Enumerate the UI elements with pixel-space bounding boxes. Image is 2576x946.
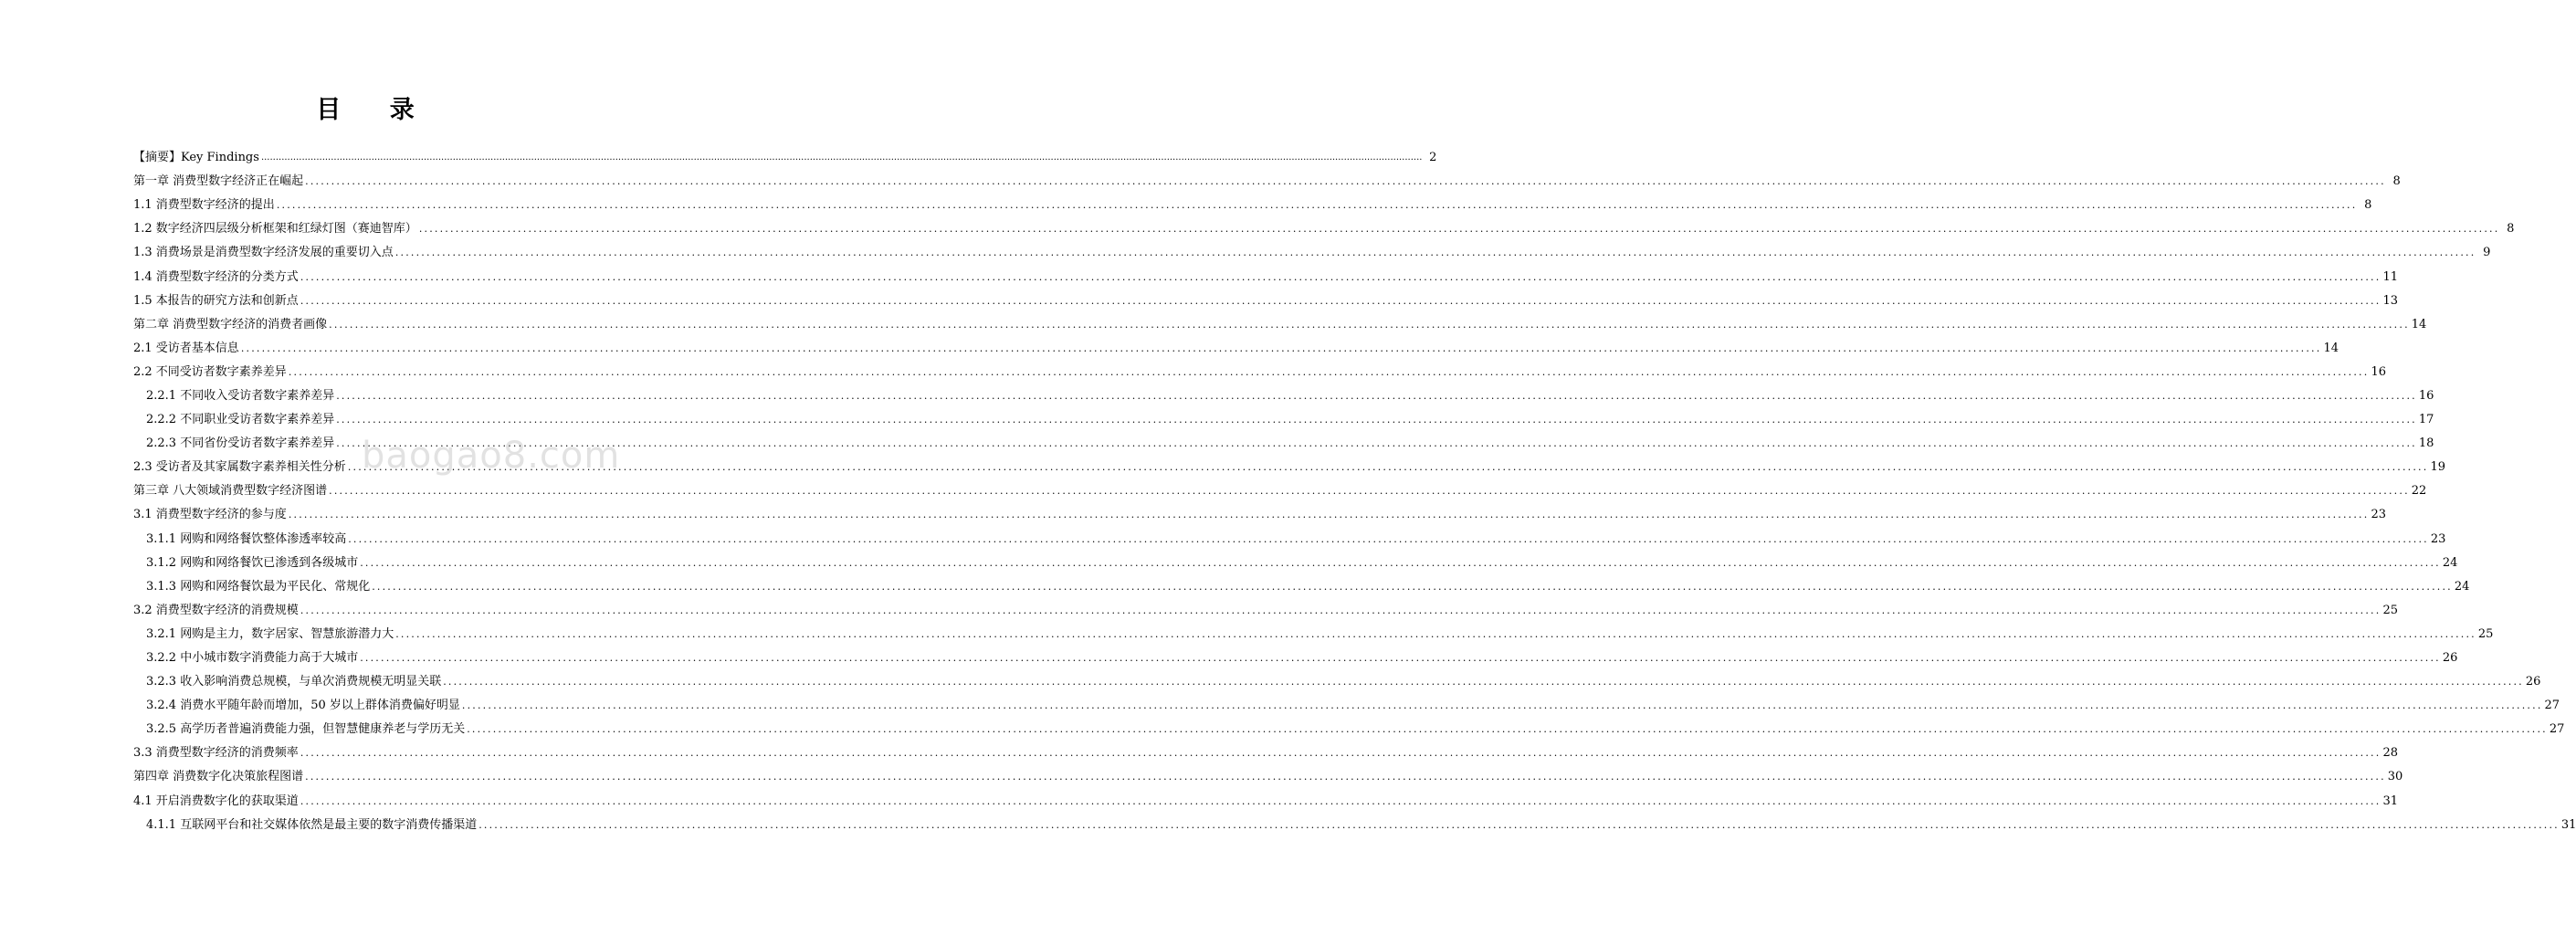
toc-entry-label: 3.2.3 收入影响消费总规模，与单次消费规模无明显关联: [146, 675, 442, 689]
toc-entry[interactable]: [133, 170, 2401, 194]
toc-entry-label: 第四章 消费数字化决策旅程图谱: [133, 770, 304, 784]
toc-entry-page: 2: [1429, 151, 1437, 165]
dot-leader: ................................................................................................................................................................................................................................................................................................................................................................................................................: [467, 723, 2548, 736]
toc-entry[interactable]: [133, 217, 2515, 241]
toc-entry-label: 3.1 消费型数字经济的参与度: [133, 508, 287, 522]
toc-entry-page: 16: [2371, 364, 2386, 379]
toc-entry-page: 14: [2323, 341, 2339, 355]
dot-leader: ................................................................................................................................................................................................................................................................................................................................................................................................................: [288, 365, 2370, 378]
toc-entry-page: 22: [2411, 484, 2427, 499]
toc-entry-label: 1.5 本报告的研究方法和创新点: [133, 293, 299, 308]
toc-entry-page: 14: [2411, 317, 2427, 331]
toc-entry-page: 30: [2387, 770, 2403, 784]
toc-entry-page: 26: [2525, 675, 2541, 689]
toc-entry-page: 8: [2364, 198, 2372, 213]
toc-entry-label: 1.2 数字经济四层级分析框架和红绿灯图（赛迪智库）: [133, 222, 417, 236]
toc-entry-page: 19: [2430, 460, 2445, 475]
toc-entry-page: 31: [2560, 817, 2576, 832]
dot-leader: ................................................................................................................................................................................................................................................................................................................................................................................................................: [443, 676, 2524, 688]
toc-title: 目 录: [316, 96, 435, 124]
toc-entry[interactable]: [133, 384, 2434, 408]
table-of-contents: [133, 146, 2576, 837]
toc-entry[interactable]: [133, 694, 2560, 718]
dot-leader: ................................................................................................................................................................................................................................................................................................................................................................................................................: [300, 270, 2381, 283]
dot-leader: ................................................................................................................................................................................................................................................................................................................................................................................................................: [260, 152, 1423, 163]
dot-leader: ................................................................................................................................................................................................................................................................................................................................................................................................................: [300, 794, 2381, 807]
toc-entry-label: 2.2 不同受访者数字素养差异: [133, 364, 287, 379]
toc-entry[interactable]: [133, 552, 2458, 575]
toc-entry[interactable]: [133, 528, 2446, 552]
toc-entry-label: 1.3 消费场景是消费型数字经济发展的重要切入点: [133, 246, 394, 260]
toc-entry-label: 第二章 消费型数字经济的消费者画像: [133, 317, 328, 331]
toc-entry-page: 28: [2382, 746, 2398, 761]
dot-leader: ................................................................................................................................................................................................................................................................................................................................................................................................................: [418, 223, 2500, 236]
toc-entry-label: 4.1 开启消费数字化的获取渠道: [133, 794, 299, 808]
toc-entry[interactable]: [133, 814, 2576, 837]
toc-entry-page: 13: [2382, 293, 2398, 308]
toc-entry-label: 3.1.2 网购和网络餐饮已渗透到各级城市: [146, 555, 359, 570]
dot-leader: ................................................................................................................................................................................................................................................................................................................................................................................................................: [300, 604, 2381, 616]
toc-entry-label: 2.1 受访者基本信息: [133, 341, 239, 355]
toc-entry[interactable]: [133, 146, 1437, 170]
toc-entry-page: 31: [2382, 794, 2398, 808]
toc-entry[interactable]: [133, 623, 2494, 646]
toc-entry-label: 3.2.1 网购是主力，数字居家、智慧旅游潜力大: [146, 626, 394, 641]
toc-entry-page: 23: [2430, 531, 2446, 546]
dot-leader: ................................................................................................................................................................................................................................................................................................................................................................................................................: [394, 247, 2476, 259]
toc-entry[interactable]: [133, 646, 2458, 670]
toc-entry-page: 17: [2418, 413, 2434, 427]
dot-leader: ................................................................................................................................................................................................................................................................................................................................................................................................................: [276, 199, 2358, 212]
toc-entry-label: 3.1.3 网购和网络餐饮最为平民化、常规化: [146, 579, 371, 594]
toc-entry[interactable]: [133, 503, 2386, 527]
toc-entry[interactable]: [133, 765, 2403, 789]
dot-leader: ................................................................................................................................................................................................................................................................................................................................................................................................................: [348, 532, 2429, 545]
toc-entry-page: 9: [2483, 246, 2491, 260]
dot-leader: ................................................................................................................................................................................................................................................................................................................................................................................................................: [329, 318, 2410, 331]
toc-entry-label: 4.1.1 互联网平台和社交媒体依然是最主要的数字消费传播渠道: [146, 817, 478, 832]
toc-entry[interactable]: [133, 337, 2339, 361]
toc-entry[interactable]: [133, 670, 2541, 694]
toc-entry-page: 25: [2477, 626, 2494, 641]
toc-entry-page: 16: [2418, 388, 2434, 403]
dot-leader: ................................................................................................................................................................................................................................................................................................................................................................................................................: [300, 294, 2381, 307]
toc-entry-label: 2.3 受访者及其家属数字素养相关性分析: [133, 460, 346, 475]
dot-leader: ................................................................................................................................................................................................................................................................................................................................................................................................................: [347, 461, 2429, 474]
toc-entry-label: 3.2.5 高学历者普遍消费能力强，但智慧健康养老与学历无关: [146, 722, 466, 737]
dot-leader: ................................................................................................................................................................................................................................................................................................................................................................................................................: [336, 414, 2417, 426]
toc-entry-label: 1.1 消费型数字经济的提出: [133, 198, 275, 213]
dot-leader: ................................................................................................................................................................................................................................................................................................................................................................................................................: [360, 556, 2441, 569]
toc-entry-label: 2.2.2 不同职业受访者数字素养差异: [146, 413, 335, 427]
toc-entry-label: 【摘要】Key Findings: [133, 151, 259, 165]
toc-entry-label: 3.2 消费型数字经济的消费规模: [133, 603, 299, 617]
toc-entry-label: 1.4 消费型数字经济的分类方式: [133, 269, 299, 284]
toc-entry-label: 3.2.2 中小城市数字消费能力高于大城市: [146, 651, 359, 666]
toc-entry-page: 26: [2442, 651, 2458, 666]
toc-entry-label: 2.2.1 不同收入受访者数字素养差异: [146, 388, 335, 403]
toc-entry[interactable]: [133, 194, 2372, 217]
dot-leader: ................................................................................................................................................................................................................................................................................................................................................................................................................: [305, 771, 2386, 783]
toc-entry[interactable]: [133, 718, 2565, 741]
toc-entry[interactable]: [133, 289, 2398, 313]
toc-entry-page: 11: [2382, 269, 2398, 284]
dot-leader: ................................................................................................................................................................................................................................................................................................................................................................................................................: [329, 485, 2410, 498]
dot-leader: ................................................................................................................................................................................................................................................................................................................................................................................................................: [336, 437, 2417, 450]
dot-leader: ................................................................................................................................................................................................................................................................................................................................................................................................................: [240, 342, 2322, 354]
dot-leader: ................................................................................................................................................................................................................................................................................................................................................................................................................: [300, 747, 2381, 760]
dot-leader: ................................................................................................................................................................................................................................................................................................................................................................................................................: [478, 818, 2560, 831]
toc-entry[interactable]: [133, 241, 2491, 265]
toc-entry[interactable]: [133, 408, 2434, 432]
toc-entry[interactable]: [133, 265, 2398, 289]
toc-entry-page: 24: [2454, 579, 2470, 594]
toc-entry-page: 18: [2418, 436, 2434, 451]
toc-entry[interactable]: [133, 790, 2398, 814]
toc-entry[interactable]: [133, 741, 2398, 765]
toc-entry-label: 3.2.4 消费水平随年龄而增加，50 岁以上群体消费偏好明显: [146, 699, 460, 713]
toc-entry[interactable]: [133, 479, 2427, 503]
dot-leader: ................................................................................................................................................................................................................................................................................................................................................................................................................: [288, 509, 2370, 521]
toc-entry-page: 23: [2371, 508, 2386, 522]
toc-entry[interactable]: [133, 575, 2470, 599]
toc-entry-label: 2.2.3 不同省份受访者数字素养差异: [146, 436, 335, 451]
toc-entry[interactable]: [133, 599, 2398, 623]
dot-leader: ................................................................................................................................................................................................................................................................................................................................................................................................................: [461, 699, 2543, 712]
watermark-text: baogao8.com: [362, 435, 621, 477]
dot-leader: ................................................................................................................................................................................................................................................................................................................................................................................................................: [336, 389, 2417, 402]
toc-entry[interactable]: [133, 361, 2386, 384]
toc-entry-page: 24: [2442, 555, 2458, 570]
toc-entry-page: 27: [2544, 699, 2560, 713]
toc-entry-label: 3.3 消费型数字经济的消费频率: [133, 746, 299, 761]
dot-leader: ................................................................................................................................................................................................................................................................................................................................................................................................................: [372, 580, 2453, 593]
dot-leader: ................................................................................................................................................................................................................................................................................................................................................................................................................: [395, 627, 2476, 640]
toc-entry-page: 8: [2507, 222, 2515, 236]
toc-entry-label: 3.1.1 网购和网络餐饮整体渗透率较高: [146, 531, 347, 546]
dot-leader: ................................................................................................................................................................................................................................................................................................................................................................................................................: [305, 175, 2386, 188]
toc-entry-page: 8: [2392, 174, 2401, 189]
dot-leader: ................................................................................................................................................................................................................................................................................................................................................................................................................: [360, 652, 2441, 665]
toc-entry[interactable]: [133, 313, 2427, 337]
toc-entry-label: 第一章 消费型数字经济正在崛起: [133, 174, 304, 189]
toc-entry-page: 25: [2382, 603, 2398, 617]
toc-entry-page: 27: [2549, 722, 2565, 737]
toc-entry-label: 第三章 八大领域消费型数字经济图谱: [133, 484, 328, 499]
